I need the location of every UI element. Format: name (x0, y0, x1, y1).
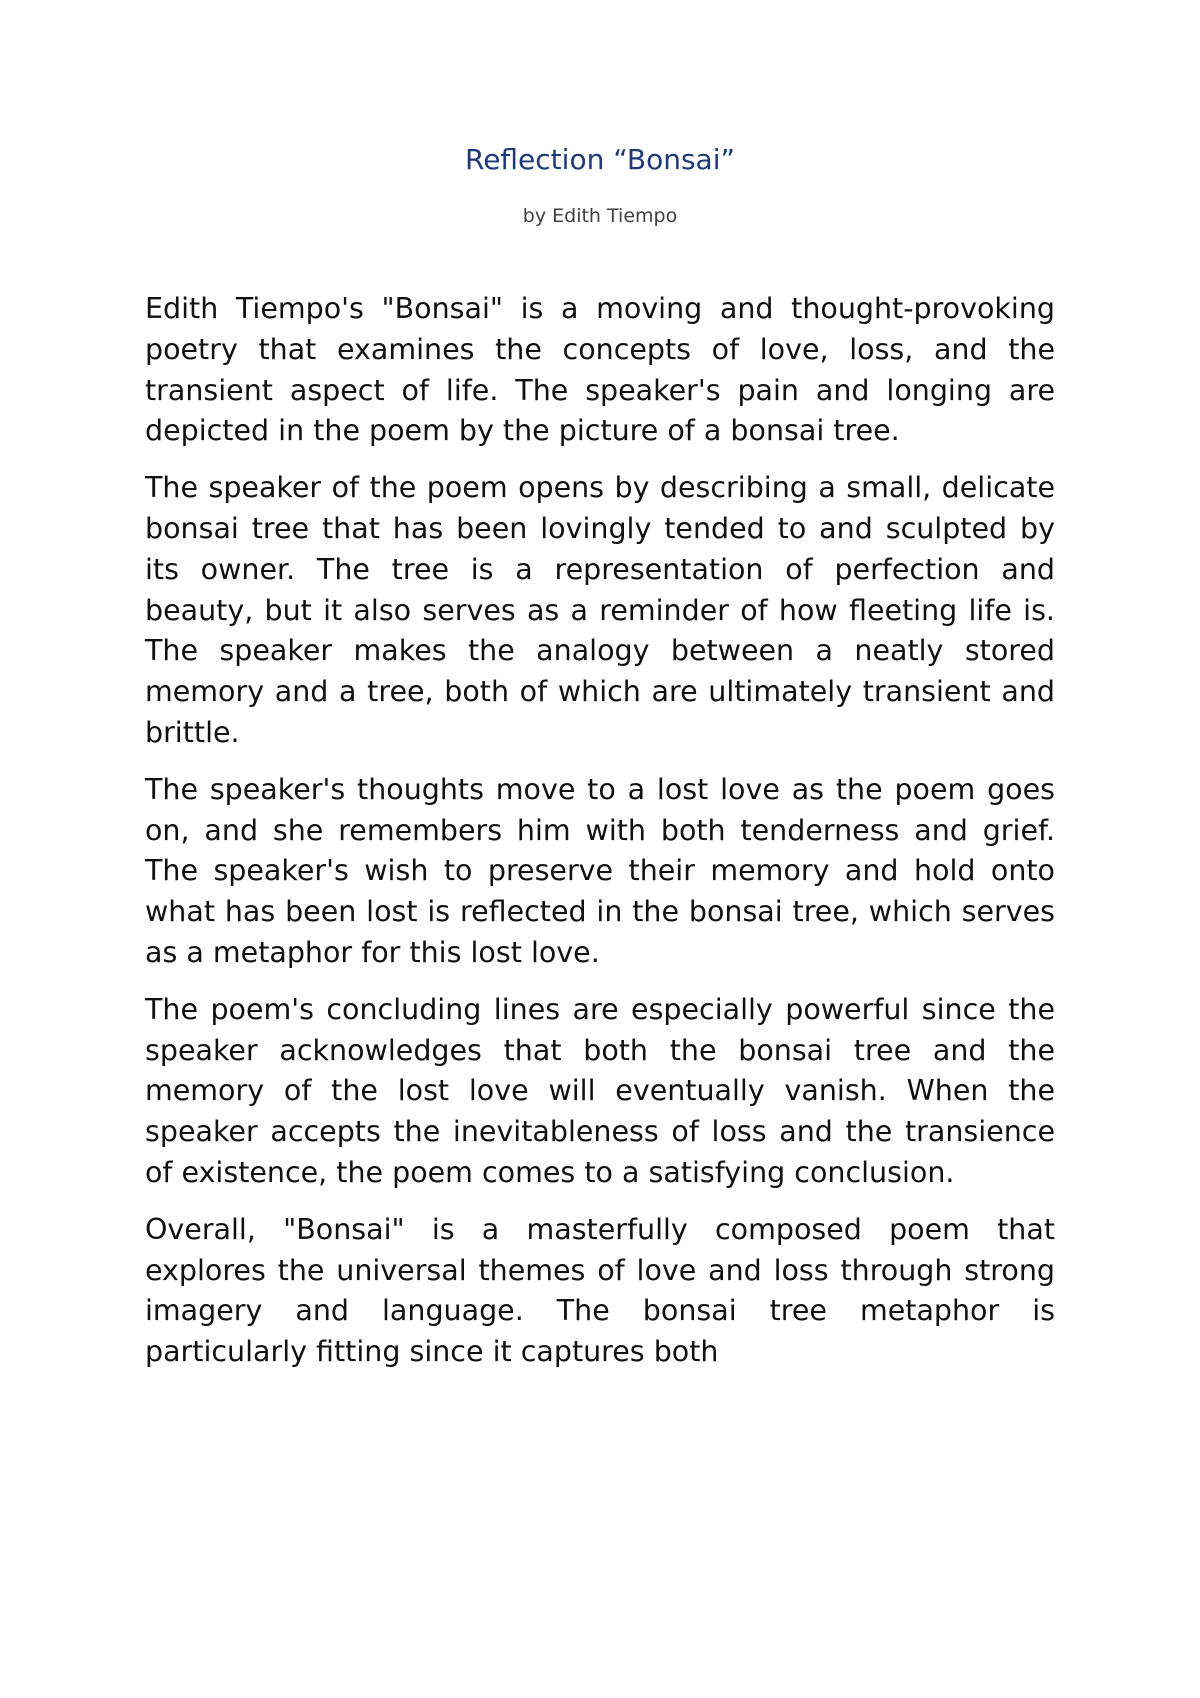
paragraph-4: The poem's concluding lines are especially powerful since the speaker acknowledges that both the bonsai tree and the memory of the lost love will eventually vanish. When the speaker accepts the inevitableness of loss and the transience of existence, the poem comes to a satisfying conclusion. (145, 992, 1055, 1189)
paragraph-1: Edith Tiempo's "Bonsai" is a moving and thought-provoking poetry that examines the concepts of love, loss, and the transient aspect of life. The speaker's pain and longing are depicted in the poem by the picture of a bonsai tree. (145, 292, 1055, 448)
paragraph-5: Overall, "Bonsai" is a masterfully composed poem that explores the universal themes of love and loss through strong imagery and language. The bonsai tree metaphor is particularly fitting since it captures both (145, 1212, 1055, 1369)
paragraph-3: The speaker's thoughts move to a lost love as the poem goes on, and she remembers him with both tenderness and grief. The speaker's wish to preserve their memory and hold onto what has been lost is reflected in the bonsai tree, which serves as a metaphor for this lost love. (145, 772, 1055, 969)
paragraph-2: The speaker of the poem opens by describing a small, delicate bonsai tree that has been lovingly tended to and sculpted by its owner. The tree is a representation of perfection and beauty, but it also serves as a reminder of how fleeting life is. The speaker makes the analogy between a neatly stored memory and a tree, both of which are ultimately transient and brittle. (145, 471, 1055, 749)
author-byline: by Edith Tiempo (522, 205, 678, 227)
page-title: Reflection “Bonsai” (465, 143, 735, 176)
document-body (145, 289, 1055, 1389)
